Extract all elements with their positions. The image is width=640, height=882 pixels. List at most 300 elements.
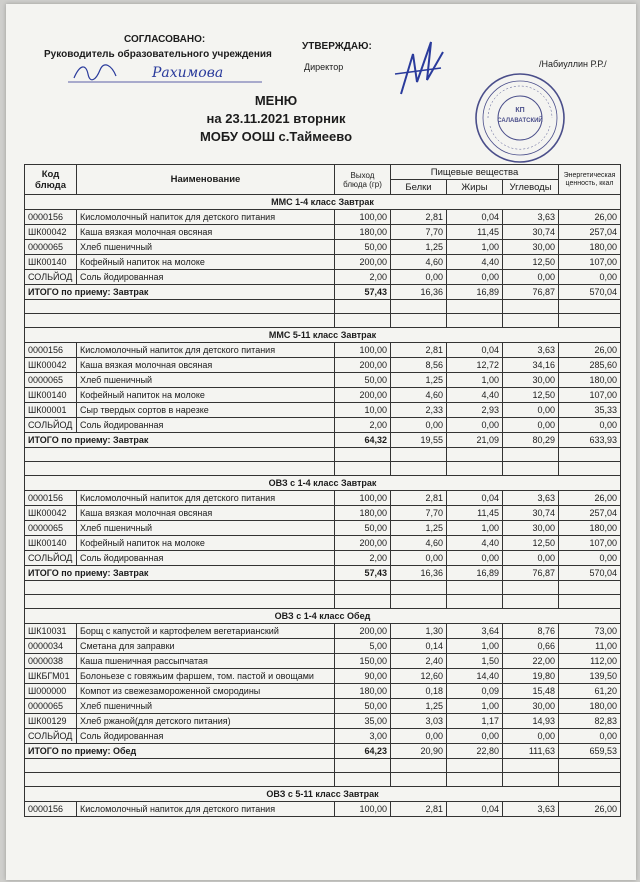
dish-energy: 35,33 [559, 403, 621, 418]
dish-energy: 257,04 [559, 506, 621, 521]
dish-fats: 0,04 [447, 491, 503, 506]
empty-cell [559, 581, 621, 595]
section-header-row [25, 195, 621, 210]
empty-cell [559, 759, 621, 773]
total-row [25, 433, 621, 448]
dish-name: Кисломолочный напиток для детского питания [77, 343, 335, 358]
dish-carbs: 34,16 [503, 358, 559, 373]
dish-yield: 180,00 [335, 225, 391, 240]
dish-proteins: 1,25 [391, 521, 447, 536]
dish-proteins: 2,81 [391, 343, 447, 358]
dish-proteins: 2,40 [391, 654, 447, 669]
total-energy: 633,93 [559, 433, 621, 448]
empty-cell [25, 773, 335, 787]
dish-fats: 0,00 [447, 270, 503, 285]
dish-carbs: 30,74 [503, 225, 559, 240]
header-energy: Энергетическая ценность, ккал [559, 165, 621, 195]
section-header-row [25, 787, 621, 802]
agreed-position: Руководитель образовательного учреждения [44, 49, 272, 60]
dish-code: СОЛЬЙОД [25, 551, 77, 566]
menu-document [6, 4, 636, 880]
dish-carbs: 22,00 [503, 654, 559, 669]
section-title: ММС 5-11 класс Завтрак [25, 328, 621, 343]
dish-energy: 107,00 [559, 255, 621, 270]
dish-carbs: 3,63 [503, 343, 559, 358]
dish-code: ШКБГМ01 [25, 669, 77, 684]
dish-proteins: 0,14 [391, 639, 447, 654]
total-energy: 570,04 [559, 566, 621, 581]
total-row [25, 285, 621, 300]
dish-energy: 180,00 [559, 240, 621, 255]
empty-row [25, 462, 621, 476]
dish-fats: 0,04 [447, 210, 503, 225]
menu-row [25, 240, 621, 255]
agreed-signature [66, 60, 266, 86]
empty-row [25, 595, 621, 609]
empty-cell [503, 300, 559, 314]
empty-row [25, 773, 621, 787]
empty-cell [503, 448, 559, 462]
approver-signature [391, 34, 451, 104]
dish-name: Каша вязкая молочная овсяная [77, 506, 335, 521]
total-carbs: 76,87 [503, 285, 559, 300]
dish-name: Соль йодированная [77, 418, 335, 433]
approve-title: УТВЕРЖДАЮ: [302, 41, 372, 52]
empty-cell [559, 595, 621, 609]
empty-cell [391, 300, 447, 314]
menu-row [25, 521, 621, 536]
empty-cell [391, 595, 447, 609]
dish-proteins: 2,81 [391, 491, 447, 506]
agreed-signature-text: Рахимова [152, 65, 224, 81]
dish-proteins: 0,18 [391, 684, 447, 699]
dish-name: Кисломолочный напиток для детского питания [77, 491, 335, 506]
dish-energy: 0,00 [559, 729, 621, 744]
dish-yield: 100,00 [335, 491, 391, 506]
menu-row [25, 491, 621, 506]
empty-cell [391, 773, 447, 787]
dish-fats: 0,00 [447, 729, 503, 744]
total-yield: 57,43 [335, 566, 391, 581]
school-stamp [474, 72, 566, 164]
menu-row [25, 684, 621, 699]
menu-row [25, 506, 621, 521]
dish-code: 0000065 [25, 699, 77, 714]
dish-fats: 1,17 [447, 714, 503, 729]
dish-proteins: 4,60 [391, 255, 447, 270]
dish-carbs: 0,00 [503, 418, 559, 433]
total-yield: 57,43 [335, 285, 391, 300]
dish-code: 0000034 [25, 639, 77, 654]
empty-row [25, 300, 621, 314]
dish-yield: 50,00 [335, 521, 391, 536]
dish-proteins: 4,60 [391, 388, 447, 403]
dish-yield: 100,00 [335, 802, 391, 817]
empty-cell [503, 773, 559, 787]
menu-row [25, 669, 621, 684]
dish-code: ШК00129 [25, 714, 77, 729]
dish-name: Хлеб ржаной(для детского питания) [77, 714, 335, 729]
total-fats: 16,89 [447, 285, 503, 300]
menu-row [25, 624, 621, 639]
dish-yield: 200,00 [335, 358, 391, 373]
dish-carbs: 8,76 [503, 624, 559, 639]
dish-name: Болоньезе с говяжьим фаршем, том. пастой и овощами [77, 669, 335, 684]
dish-fats: 1,00 [447, 699, 503, 714]
dish-fats: 11,45 [447, 225, 503, 240]
total-label: ИТОГО по приему: Завтрак [25, 433, 335, 448]
dish-fats: 1,00 [447, 373, 503, 388]
empty-cell [447, 581, 503, 595]
dish-energy: 0,00 [559, 551, 621, 566]
dish-yield: 90,00 [335, 669, 391, 684]
empty-row [25, 581, 621, 595]
section-header-row [25, 609, 621, 624]
menu-row [25, 373, 621, 388]
dish-proteins: 1,30 [391, 624, 447, 639]
empty-cell [391, 581, 447, 595]
empty-cell [447, 595, 503, 609]
empty-cell [503, 462, 559, 476]
menu-row [25, 639, 621, 654]
dish-proteins: 0,00 [391, 729, 447, 744]
menu-title-school: МОБУ ООШ с.Таймеево [199, 129, 353, 144]
dish-proteins: 12,60 [391, 669, 447, 684]
menu-row [25, 802, 621, 817]
dish-proteins: 1,25 [391, 699, 447, 714]
dish-energy: 0,00 [559, 418, 621, 433]
dish-energy: 73,00 [559, 624, 621, 639]
section-header-row [25, 476, 621, 491]
dish-fats: 3,64 [447, 624, 503, 639]
dish-proteins: 2,81 [391, 802, 447, 817]
dish-proteins: 0,00 [391, 418, 447, 433]
dish-name: Хлеб пшеничный [77, 373, 335, 388]
dish-name: Сметана для заправки [77, 639, 335, 654]
empty-row [25, 314, 621, 328]
dish-code: СОЛЬЙОД [25, 270, 77, 285]
empty-cell [25, 462, 335, 476]
total-label: ИТОГО по приему: Завтрак [25, 285, 335, 300]
empty-cell [335, 462, 391, 476]
header-name: Наименование [77, 165, 335, 195]
total-carbs: 76,87 [503, 566, 559, 581]
empty-cell [503, 595, 559, 609]
dish-yield: 2,00 [335, 551, 391, 566]
dish-carbs: 19,80 [503, 669, 559, 684]
dish-yield: 2,00 [335, 418, 391, 433]
dish-fats: 1,00 [447, 639, 503, 654]
total-carbs: 80,29 [503, 433, 559, 448]
dish-energy: 11,00 [559, 639, 621, 654]
empty-cell [391, 462, 447, 476]
empty-cell [25, 314, 335, 328]
empty-cell [559, 300, 621, 314]
dish-yield: 150,00 [335, 654, 391, 669]
menu-row [25, 255, 621, 270]
total-row [25, 566, 621, 581]
dish-fats: 4,40 [447, 388, 503, 403]
dish-energy: 180,00 [559, 521, 621, 536]
dish-carbs: 3,63 [503, 802, 559, 817]
header-nutrients: Пищевые вещества [391, 165, 559, 180]
menu-row [25, 388, 621, 403]
dish-code: ШК00140 [25, 255, 77, 270]
empty-row [25, 448, 621, 462]
empty-cell [503, 314, 559, 328]
dish-carbs: 12,50 [503, 388, 559, 403]
dish-energy: 257,04 [559, 225, 621, 240]
dish-fats: 1,00 [447, 240, 503, 255]
menu-row [25, 729, 621, 744]
dish-code: 0000065 [25, 521, 77, 536]
empty-cell [25, 581, 335, 595]
total-proteins: 19,55 [391, 433, 447, 448]
menu-table-body [25, 195, 621, 817]
dish-energy: 26,00 [559, 491, 621, 506]
section-title: ОВЗ с 5-11 класс Завтрак [25, 787, 621, 802]
total-fats: 16,89 [447, 566, 503, 581]
dish-energy: 285,60 [559, 358, 621, 373]
total-yield: 64,23 [335, 744, 391, 759]
empty-cell [447, 773, 503, 787]
dish-yield: 3,00 [335, 729, 391, 744]
dish-yield: 200,00 [335, 255, 391, 270]
dish-carbs: 30,00 [503, 373, 559, 388]
dish-energy: 107,00 [559, 536, 621, 551]
dish-proteins: 2,81 [391, 210, 447, 225]
dish-yield: 50,00 [335, 373, 391, 388]
dish-yield: 50,00 [335, 699, 391, 714]
empty-cell [25, 300, 335, 314]
empty-cell [25, 448, 335, 462]
dish-yield: 100,00 [335, 210, 391, 225]
dish-energy: 82,83 [559, 714, 621, 729]
dish-code: ШК00042 [25, 358, 77, 373]
menu-row [25, 699, 621, 714]
dish-code: ШК00140 [25, 388, 77, 403]
dish-name: Каша вязкая молочная овсяная [77, 225, 335, 240]
dish-carbs: 30,74 [503, 506, 559, 521]
empty-cell [559, 773, 621, 787]
empty-cell [559, 314, 621, 328]
dish-proteins: 0,00 [391, 551, 447, 566]
dish-fats: 4,40 [447, 255, 503, 270]
empty-cell [447, 462, 503, 476]
dish-yield: 5,00 [335, 639, 391, 654]
empty-cell [447, 448, 503, 462]
empty-cell [447, 759, 503, 773]
dish-fats: 1,00 [447, 521, 503, 536]
menu-title [186, 92, 366, 146]
total-row [25, 744, 621, 759]
total-carbs: 111,63 [503, 744, 559, 759]
dish-code: ШК00042 [25, 506, 77, 521]
dish-code: 0000156 [25, 210, 77, 225]
dish-carbs: 30,00 [503, 699, 559, 714]
menu-row [25, 403, 621, 418]
total-proteins: 20,90 [391, 744, 447, 759]
total-yield: 64,32 [335, 433, 391, 448]
dish-code: 0000156 [25, 343, 77, 358]
dish-proteins: 1,25 [391, 240, 447, 255]
empty-cell [335, 300, 391, 314]
dish-carbs: 30,00 [503, 521, 559, 536]
dish-energy: 107,00 [559, 388, 621, 403]
dish-code: 0000065 [25, 240, 77, 255]
dish-yield: 200,00 [335, 624, 391, 639]
header-fats: Жиры [447, 180, 503, 195]
dish-name: Каша пшеничная рассыпчатая [77, 654, 335, 669]
dish-yield: 200,00 [335, 536, 391, 551]
dish-carbs: 15,48 [503, 684, 559, 699]
header-yield: Выход блюда (гр) [335, 165, 391, 195]
dish-fats: 0,04 [447, 802, 503, 817]
header-code: Код блюда [25, 165, 77, 195]
empty-cell [335, 773, 391, 787]
menu-title-line1: МЕНЮ [254, 93, 298, 108]
dish-code: СОЛЬЙОД [25, 729, 77, 744]
dish-carbs: 12,50 [503, 536, 559, 551]
dish-carbs: 3,63 [503, 210, 559, 225]
total-proteins: 16,36 [391, 285, 447, 300]
menu-row [25, 270, 621, 285]
dish-name: Соль йодированная [77, 551, 335, 566]
dish-fats: 0,09 [447, 684, 503, 699]
menu-row [25, 210, 621, 225]
dish-name: Хлеб пшеничный [77, 240, 335, 255]
dish-code: 0000065 [25, 373, 77, 388]
dish-name: Кисломолочный напиток для детского питания [77, 802, 335, 817]
section-title: ОВЗ с 1-4 класс Завтрак [25, 476, 621, 491]
dish-name: Сыр твердых сортов в нарезке [77, 403, 335, 418]
dish-fats: 0,04 [447, 343, 503, 358]
dish-proteins: 2,33 [391, 403, 447, 418]
dish-proteins: 3,03 [391, 714, 447, 729]
total-energy: 570,04 [559, 285, 621, 300]
empty-cell [25, 595, 335, 609]
empty-cell [335, 314, 391, 328]
menu-row [25, 536, 621, 551]
dish-code: 0000156 [25, 491, 77, 506]
total-label: ИТОГО по приему: Завтрак [25, 566, 335, 581]
dish-code: СОЛЬЙОД [25, 418, 77, 433]
menu-title-date: на 23.11.2021 вторник [206, 111, 346, 126]
dish-code: ШК00001 [25, 403, 77, 418]
dish-name: Кофейный напиток на молоке [77, 255, 335, 270]
dish-fats: 4,40 [447, 536, 503, 551]
menu-row [25, 654, 621, 669]
menu-table [24, 164, 621, 817]
total-energy: 659,53 [559, 744, 621, 759]
dish-proteins: 7,70 [391, 225, 447, 240]
stamp-text: САЛАВАТСКИЙ [497, 118, 543, 124]
dish-energy: 180,00 [559, 373, 621, 388]
approve-position: Директор [304, 62, 344, 72]
dish-name: Хлеб пшеничный [77, 699, 335, 714]
dish-yield: 180,00 [335, 684, 391, 699]
empty-cell [391, 448, 447, 462]
dish-energy: 26,00 [559, 802, 621, 817]
dish-energy: 61,20 [559, 684, 621, 699]
dish-name: Соль йодированная [77, 729, 335, 744]
empty-cell [447, 300, 503, 314]
dish-carbs: 3,63 [503, 491, 559, 506]
header-carbs: Углеводы [503, 180, 559, 195]
total-proteins: 16,36 [391, 566, 447, 581]
menu-row [25, 551, 621, 566]
empty-row [25, 759, 621, 773]
dish-name: Кисломолочный напиток для детского питания [77, 210, 335, 225]
total-fats: 22,80 [447, 744, 503, 759]
dish-code: ШК00140 [25, 536, 77, 551]
menu-row [25, 358, 621, 373]
dish-code: 0000156 [25, 802, 77, 817]
dish-name: Кофейный напиток на молоке [77, 388, 335, 403]
menu-row [25, 343, 621, 358]
total-fats: 21,09 [447, 433, 503, 448]
dish-proteins: 7,70 [391, 506, 447, 521]
empty-cell [335, 581, 391, 595]
dish-energy: 26,00 [559, 343, 621, 358]
section-title: ММС 1-4 класс Завтрак [25, 195, 621, 210]
dish-energy: 0,00 [559, 270, 621, 285]
empty-cell [335, 595, 391, 609]
dish-proteins: 8,56 [391, 358, 447, 373]
empty-cell [503, 581, 559, 595]
dish-name: Хлеб пшеничный [77, 521, 335, 536]
dish-code: Ш000000 [25, 684, 77, 699]
section-header-row [25, 328, 621, 343]
menu-row [25, 714, 621, 729]
dish-code: ШК00042 [25, 225, 77, 240]
dish-name: Соль йодированная [77, 270, 335, 285]
dish-yield: 50,00 [335, 240, 391, 255]
dish-yield: 35,00 [335, 714, 391, 729]
dish-fats: 14,40 [447, 669, 503, 684]
empty-cell [335, 759, 391, 773]
dish-yield: 200,00 [335, 388, 391, 403]
dish-carbs: 0,66 [503, 639, 559, 654]
empty-cell [503, 759, 559, 773]
dish-fats: 1,50 [447, 654, 503, 669]
empty-cell [559, 462, 621, 476]
empty-cell [559, 448, 621, 462]
dish-energy: 26,00 [559, 210, 621, 225]
dish-name: Борщ с капустой и картофелем вегетарианский [77, 624, 335, 639]
menu-row [25, 225, 621, 240]
dish-fats: 0,00 [447, 551, 503, 566]
dish-name: Компот из свежезамороженной смородины [77, 684, 335, 699]
header-proteins: Белки [391, 180, 447, 195]
dish-name: Кофейный напиток на молоке [77, 536, 335, 551]
dish-yield: 10,00 [335, 403, 391, 418]
dish-energy: 139,50 [559, 669, 621, 684]
dish-yield: 180,00 [335, 506, 391, 521]
dish-carbs: 0,00 [503, 403, 559, 418]
dish-carbs: 30,00 [503, 240, 559, 255]
menu-row [25, 418, 621, 433]
total-label: ИТОГО по приему: Обед [25, 744, 335, 759]
empty-cell [391, 314, 447, 328]
dish-proteins: 1,25 [391, 373, 447, 388]
dish-carbs: 14,93 [503, 714, 559, 729]
dish-fats: 12,72 [447, 358, 503, 373]
dish-code: ШК10031 [25, 624, 77, 639]
dish-energy: 180,00 [559, 699, 621, 714]
dish-proteins: 0,00 [391, 270, 447, 285]
dish-name: Каша вязкая молочная овсяная [77, 358, 335, 373]
